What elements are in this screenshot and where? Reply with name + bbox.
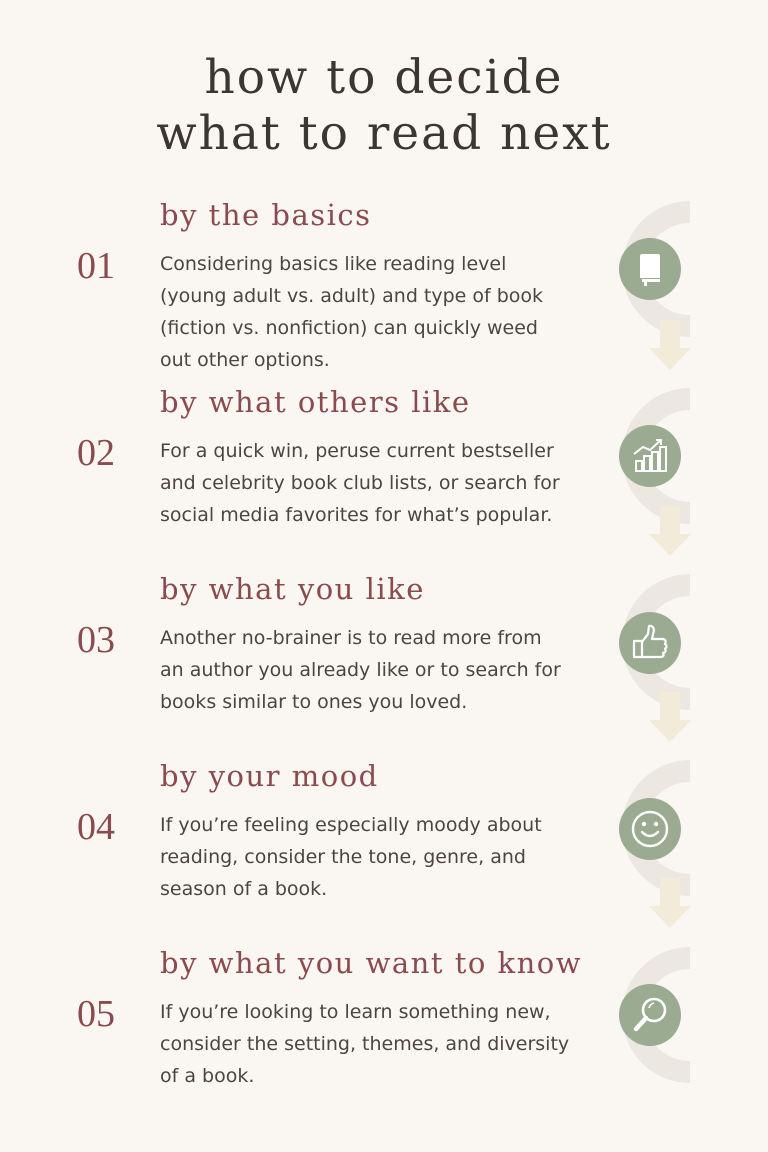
step-body: Another no-brainer is to read more from an author you already like or to search for books similar to ones you loved. xyxy=(160,627,561,713)
step-heading: by what others like xyxy=(160,385,471,419)
step-number: 04 xyxy=(77,806,115,848)
page-title xyxy=(0,50,768,162)
step-body: If you’re looking to learn something new, consider the setting, themes, and diversity of a book. xyxy=(160,1001,570,1087)
title-line-1: how to decide xyxy=(204,50,564,105)
step-number: 01 xyxy=(77,245,115,287)
step-number: 05 xyxy=(77,993,115,1035)
step-number: 02 xyxy=(77,432,115,474)
book-icon xyxy=(619,238,681,300)
arrow-down-icon xyxy=(649,692,691,742)
smiley-icon xyxy=(619,798,681,860)
magnifier-icon xyxy=(619,984,681,1046)
step-heading: by the basics xyxy=(160,198,372,232)
step-number: 03 xyxy=(77,619,115,661)
arrow-down-icon xyxy=(649,878,691,928)
step-body: For a quick win, peruse current bestseller and celebrity book club lists, or search for social media favorites for what’s popular. xyxy=(160,440,560,526)
arrow-down-icon xyxy=(649,506,691,556)
title-line-2: what to read next xyxy=(156,106,612,161)
arrow-down-icon xyxy=(649,320,691,370)
step-body: Considering basics like reading level (young adult vs. adult) and type of book (fiction vs. nonfiction) can quickly weed out other options. xyxy=(160,253,544,371)
step-heading: by what you like xyxy=(160,572,425,606)
bar-chart-icon xyxy=(619,425,681,487)
step-heading: by your mood xyxy=(160,759,379,793)
step-body: If you’re feeling especially moody about reading, consider the tone, genre, and season of a book. xyxy=(160,814,542,900)
thumbs-up-icon xyxy=(619,612,681,674)
step-heading: by what you want to know xyxy=(160,946,583,980)
